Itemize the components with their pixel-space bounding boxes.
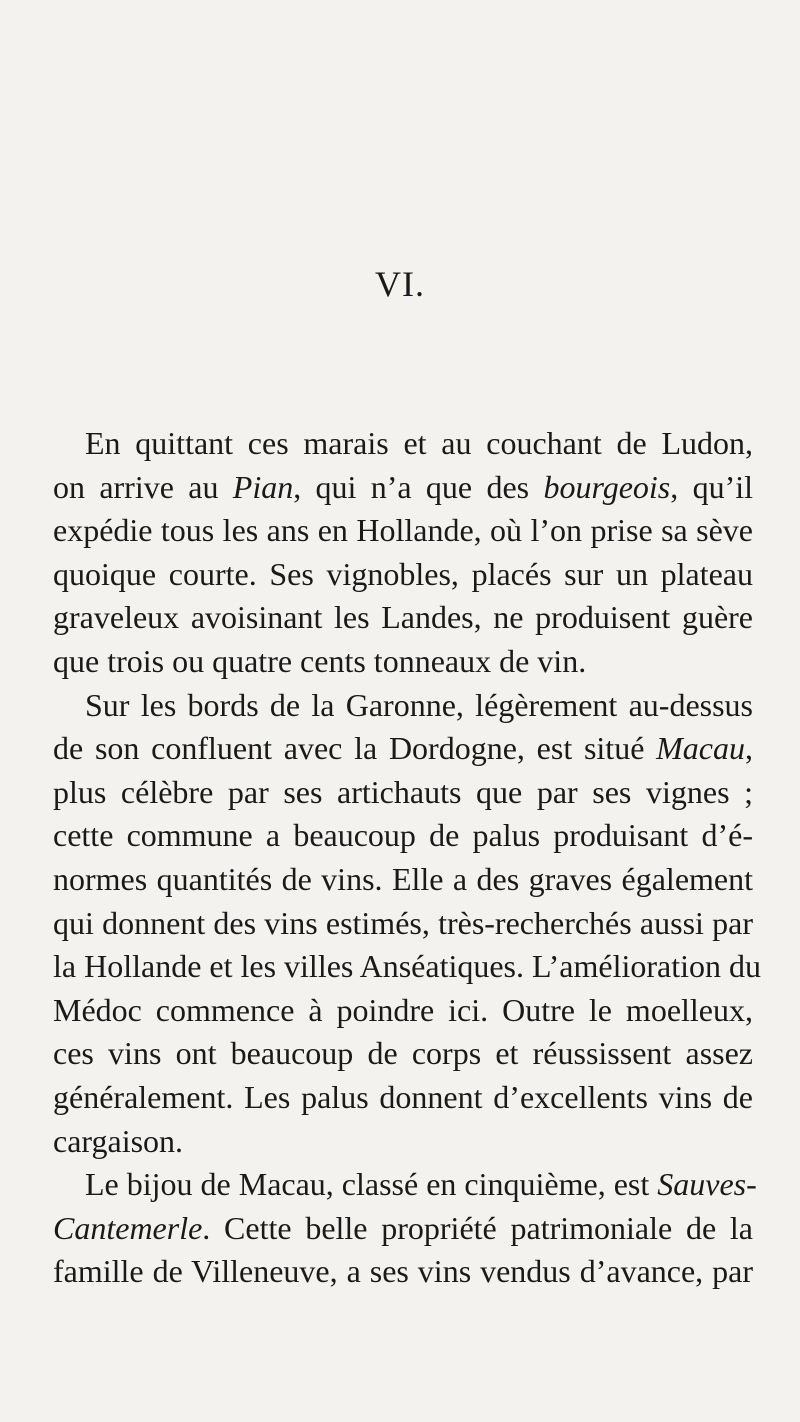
text-line: que trois ou quatre cents tonneaux de vin. [53, 642, 587, 679]
text-line: cargaison. [53, 1122, 184, 1159]
text-line: quoique courte. Ses vignobles, placés sur un plateau [53, 555, 753, 592]
italic-term: Sauves- [657, 1166, 757, 1203]
text-line: Le bijou de Macau, classé en cinquième, est Sauves- [85, 1166, 757, 1203]
text-line: de son confluent avec la Dordogne, est situé Macau, [53, 730, 753, 767]
text-line: ces vins ont beaucoup de corps et réussissent assez [53, 1035, 753, 1072]
text-line: Cantemerle. Cette belle propriété patrimoniale de la [53, 1209, 753, 1246]
italic-term: Pian [232, 468, 294, 505]
italic-term: Macau [656, 730, 745, 767]
text-line: Médoc commence à poindre ici. Outre le moelleux, [53, 991, 753, 1028]
text-line: famille de Villeneuve, a ses vins vendus d’avance, par [53, 1253, 753, 1290]
text-line: la Hollande et les villes Anséatiques. L’amélioration du [53, 948, 761, 985]
text-line: on arrive au Pian, qui n’a que des bourgeois, qu’il [53, 468, 754, 505]
text-line: plus célèbre par ses artichauts que par ses vignes ; [53, 773, 753, 810]
text-line: cette commune a beaucoup de palus produisant d’é- [53, 817, 753, 854]
text-line: qui donnent des vins estimés, très-recherchés aussi par [53, 904, 753, 941]
italic-term: Cantemerle [53, 1209, 203, 1246]
italic-term: bourgeois [543, 468, 671, 505]
text-line: expédie tous les ans en Hollande, où l’on prise sa sève [53, 512, 753, 549]
text-line: graveleux avoisinant les Landes, ne produisent guère [53, 599, 753, 636]
text-line: généralement. Les palus donnent d’excellents vins de [53, 1078, 753, 1115]
body-text [53, 422, 761, 1294]
text-line: En quittant ces marais et au couchant de Ludon, [85, 425, 753, 461]
text-line: normes quantités de vins. Elle a des graves également [53, 860, 753, 897]
text-line: Sur les bords de la Garonne, légèrement au-dessus [85, 686, 753, 723]
chapter-heading: VI. [375, 264, 425, 304]
